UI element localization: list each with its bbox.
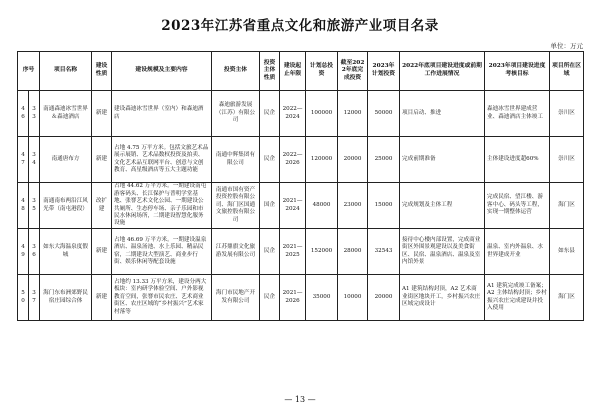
cell-name: 南通南布两沿江风光带（南屯港段）	[40, 183, 92, 229]
cell-content: 占地约 13.33 万平方米，建设分两大板块：室内研学体验空间、户外影视教育空间，张謇市民农庄、艺术商业街区、农庄区域的“乡村振兴”艺术家村落等	[112, 275, 212, 321]
cell-name: 南通森迪冰雪世界＆森迪酒店	[40, 91, 92, 137]
header-owner: 投资主体	[212, 52, 260, 91]
cell-content: 占地 46.69 万平方米。一期建设温泉酒店、温泉汤池、水上乐园、精品民宿，二期建设大型演艺、商业步行街、娱乐休闲等配套设施	[112, 229, 212, 275]
header-total: 计划总投资	[306, 52, 338, 91]
cell-progress: 接待中心楼内部设置，完成商业街区外围景观建设以及美食街区、民宿、温泉酒店、温泉及室内馆外景	[400, 229, 485, 275]
page-number: — 13 —	[284, 395, 316, 404]
cell-seq-total: 46	[18, 91, 29, 137]
cell-progress: 项目启动、推进	[400, 91, 485, 137]
header-owner-nature: 投资主体性质	[260, 52, 280, 91]
cell-plan: 15000	[368, 183, 400, 229]
cell-period: 2021—2025	[280, 229, 306, 275]
header-content: 建设规模及主要内容	[112, 52, 212, 91]
cell-done: 20000	[338, 137, 368, 183]
cell-content: 占地 44.62 万平方米。一期建设南屯游客码头、长江保护与普明学堂基地、张謇艺术文化公园、一期建设公共厕所、生态停车场、亲子乐园和市民水休闲场所，二期建设智慧化服务设施	[112, 183, 212, 229]
cell-seq-total: 48	[18, 183, 29, 229]
cell-name: 如东大海温泉度假城	[40, 229, 92, 275]
cell-total: 152000	[306, 229, 338, 275]
cell-period: 2021—2026	[280, 275, 306, 321]
cell-progress: 完成前期准备	[400, 137, 485, 183]
cell-area: 崇川区	[550, 91, 584, 137]
cell-nature: 新建	[92, 229, 112, 275]
cell-done: 23000	[338, 183, 368, 229]
cell-done: 12000	[338, 91, 368, 137]
cell-plan: 50000	[368, 91, 400, 137]
cell-period: 2022—2024	[280, 91, 306, 137]
cell-nature: 新建	[92, 275, 112, 321]
cell-progress: 完成规划及主体工程	[400, 183, 485, 229]
cell-total: 35000	[306, 275, 338, 321]
table-row	[18, 275, 584, 321]
cell-owner: 江苏鼎旗文化旅游发展有限公司	[212, 229, 260, 275]
cell-done: 28000	[338, 229, 368, 275]
cell-owner: 南通中辉集团有限公司	[212, 137, 260, 183]
cell-total: 120000	[306, 137, 338, 183]
cell-owner-nature: 国企	[260, 183, 280, 229]
cell-plan: 20000	[368, 275, 400, 321]
cell-done: 10000	[338, 275, 368, 321]
cell-seq-total: 47	[18, 137, 29, 183]
cell-seq-city: 35	[29, 183, 40, 229]
cell-name: 南通唐布方	[40, 137, 92, 183]
header-name: 项目名称	[40, 52, 92, 91]
header-done: 截至2022年底完成投资	[338, 52, 368, 91]
table-row	[18, 137, 584, 183]
header-progress: 2022年底项目建设进度或前期工作进展情况	[400, 52, 485, 91]
cell-period: 2022—2026	[280, 137, 306, 183]
header-target: 2023年项目建设进度考核目标	[485, 52, 550, 91]
cell-nature: 新建	[92, 91, 112, 137]
cell-target: 温泉、室内外温泉、水世界建成开业	[485, 229, 550, 275]
header-period: 建设起止年限	[280, 52, 306, 91]
cell-seq-city: 33	[29, 91, 40, 137]
cell-owner: 森迪旅游发展（江苏）有限公司	[212, 91, 260, 137]
cell-total: 100000	[306, 91, 338, 137]
table-header-row	[18, 52, 584, 91]
unit-label: 单位：万元	[550, 42, 583, 50]
cell-owner: 南通市国有资产投资控股有限公司、海门区国通文旅控股有限公司	[212, 183, 260, 229]
cell-seq-city: 37	[29, 275, 40, 321]
cell-seq-total: 49	[18, 229, 29, 275]
header-plan: 2023年计划投资	[368, 52, 400, 91]
table-row	[18, 183, 584, 229]
page-title: 2023年江苏省重点文化和旅游产业项目名录	[161, 18, 439, 34]
cell-nature: 改扩建	[92, 183, 112, 229]
cell-owner-nature: 民企	[260, 275, 280, 321]
cell-owner-nature: 民企	[260, 229, 280, 275]
cell-owner: 海门市民地产开发有限公司	[212, 275, 260, 321]
cell-progress: A1 建筑结构封顶，A2 艺术商业街区地块开工，乡村振兴农庄区域完成设计	[400, 275, 485, 321]
cell-period: 2021—2024	[280, 183, 306, 229]
cell-area: 崇川区	[550, 137, 584, 183]
header-area: 项目所在区域	[550, 52, 584, 91]
cell-owner-nature: 民企	[260, 91, 280, 137]
cell-plan: 32543	[368, 229, 400, 275]
cell-area: 海门区	[550, 275, 584, 321]
header-seq: 序号	[18, 52, 40, 91]
cell-seq-city: 34	[29, 137, 40, 183]
cell-seq-total: 50	[18, 275, 29, 321]
table-row	[18, 91, 584, 137]
cell-owner-nature: 民企	[260, 137, 280, 183]
project-table	[17, 51, 584, 321]
cell-target: A1 建筑完成竣工备案；A2 主体结构封顶；乡村振兴农庄完成建设并投入使用	[485, 275, 550, 321]
table-row	[18, 229, 584, 275]
cell-content: 占地 4.75 万平方米。包括文旅艺术品展示展销、艺术品数权投资及拍卖、文化艺术品互联网平台、创意与文创教育、高星级酒店等五大主题功能	[112, 137, 212, 183]
cell-area: 如东县	[550, 229, 584, 275]
cell-area: 海门区	[550, 183, 584, 229]
cell-target: 森迪冰雪世界建成营业、森迪酒店主体竣工	[485, 91, 550, 137]
header-nature: 建设性质	[92, 52, 112, 91]
cell-target: 完成民宿、望江楼、游客中心、码头等工程，实现一期整体运营	[485, 183, 550, 229]
cell-nature: 新建	[92, 137, 112, 183]
cell-target: 主体建设进度超60%	[485, 137, 550, 183]
cell-content: 建设森迪冰雪世界（室内）和森迪酒店	[112, 91, 212, 137]
cell-name: 海门东布洲郊野民宿庄园综合体	[40, 275, 92, 321]
cell-total: 48000	[306, 183, 338, 229]
cell-seq-city: 36	[29, 229, 40, 275]
cell-plan: 25000	[368, 137, 400, 183]
